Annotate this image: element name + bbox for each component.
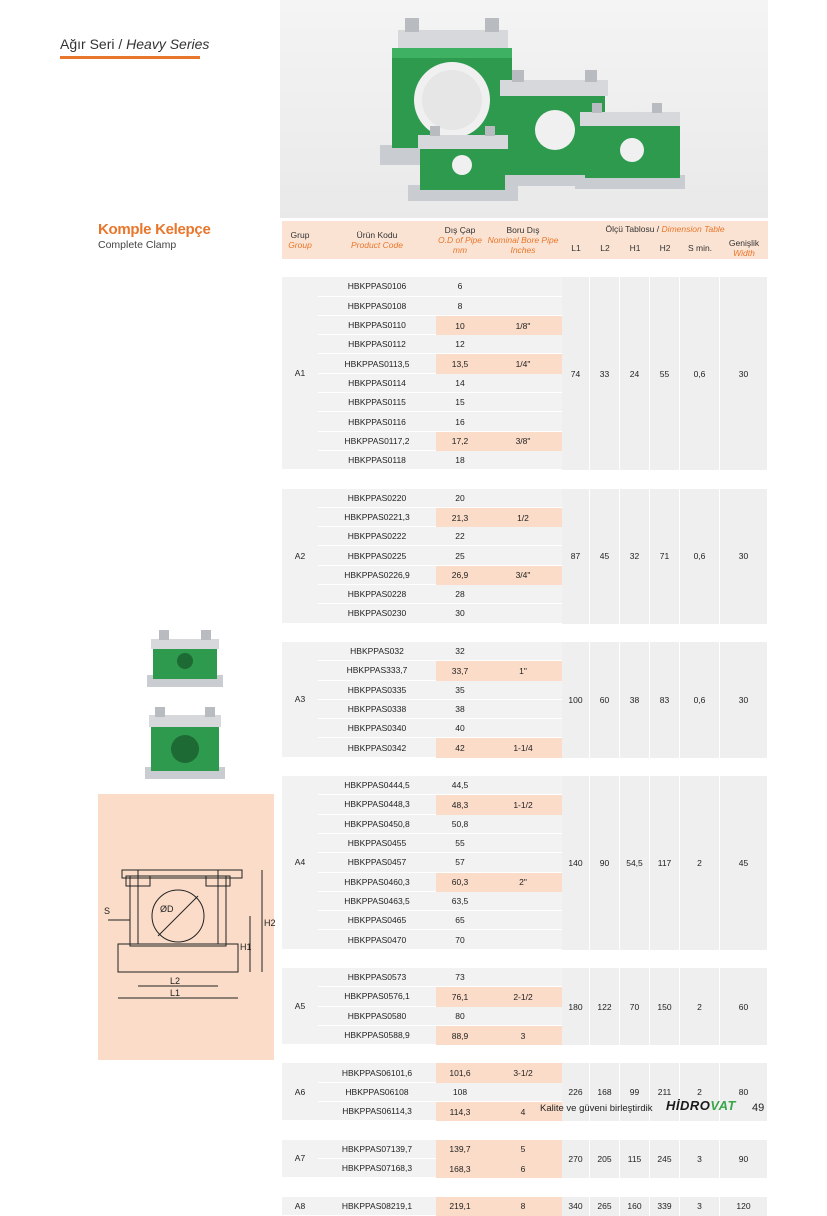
od-cell: 38 bbox=[436, 700, 484, 719]
od-cell: 10 bbox=[436, 316, 484, 335]
l1-cell: 226 bbox=[562, 1063, 590, 1121]
product-code-cell: HBKPPAS0460,3 bbox=[318, 873, 436, 892]
bore-cell bbox=[484, 700, 562, 719]
table-row bbox=[282, 968, 768, 987]
width-cell: 45 bbox=[720, 776, 768, 950]
group-cell: A8 bbox=[282, 1197, 318, 1216]
bore-cell bbox=[484, 546, 562, 565]
smin-cell: 3 bbox=[680, 1140, 720, 1179]
h2-cell: 339 bbox=[650, 1197, 680, 1216]
width-cell: 30 bbox=[720, 277, 768, 470]
h1-cell: 38 bbox=[620, 642, 650, 758]
bore-cell bbox=[484, 719, 562, 738]
product-code-cell: HBKPPAS06101,6 bbox=[318, 1063, 436, 1082]
product-code-cell: HBKPPAS0222 bbox=[318, 527, 436, 546]
product-code-cell: HBKPPAS0228 bbox=[318, 585, 436, 604]
bore-cell: 1" bbox=[484, 661, 562, 680]
product-code-cell: HBKPPAS0335 bbox=[318, 681, 436, 700]
product-code-cell: HBKPPAS06114,3 bbox=[318, 1102, 436, 1121]
bore-cell bbox=[484, 1083, 562, 1102]
separator-cell bbox=[282, 1121, 768, 1139]
od-cell: 168,3 bbox=[436, 1159, 484, 1178]
dim-d: ØD bbox=[160, 904, 174, 914]
group-separator bbox=[282, 758, 768, 776]
separator-cell bbox=[282, 470, 768, 488]
separator-cell bbox=[282, 624, 768, 642]
od-cell: 15 bbox=[436, 393, 484, 412]
smin-cell: 2 bbox=[680, 1063, 720, 1121]
h2-cell: 71 bbox=[650, 489, 680, 624]
th-width-en: Width bbox=[733, 248, 755, 258]
brand-logo bbox=[666, 1098, 736, 1113]
bore-cell bbox=[484, 489, 562, 508]
od-cell: 32 bbox=[436, 642, 484, 661]
separator-cell bbox=[282, 1178, 768, 1196]
product-code-cell: HBKPPAS0115 bbox=[318, 393, 436, 412]
footer-tagline: Kalite ve güveni birleştirdik bbox=[540, 1103, 653, 1114]
th-od-en: O.D of Pipe mm bbox=[438, 235, 482, 255]
od-cell: 60,3 bbox=[436, 873, 484, 892]
group-cell: A2 bbox=[282, 489, 318, 624]
th-dim-tr: Ölçü Tablosu / bbox=[605, 224, 660, 234]
separator-cell bbox=[282, 950, 768, 968]
bore-cell bbox=[484, 776, 562, 795]
product-code-cell: HBKPPAS0576,1 bbox=[318, 987, 436, 1006]
product-code-cell: HBKPPAS0220 bbox=[318, 489, 436, 508]
product-code-cell: HBKPPAS0588,9 bbox=[318, 1026, 436, 1045]
product-code-cell: HBKPPAS0117,2 bbox=[318, 432, 436, 451]
product-code-cell: HBKPPAS0112 bbox=[318, 335, 436, 354]
bore-cell: 3/8" bbox=[484, 432, 562, 451]
product-code-cell: HBKPPAS0230 bbox=[318, 604, 436, 623]
product-code-cell: HBKPPAS0340 bbox=[318, 719, 436, 738]
brand-part-a: HİDRO bbox=[666, 1098, 711, 1113]
product-code-cell: HBKPPAS0106 bbox=[318, 277, 436, 296]
clamp-thumbnail-large bbox=[145, 705, 225, 785]
dim-s: S bbox=[104, 906, 111, 916]
l1-cell: 340 bbox=[562, 1197, 590, 1216]
th-od-tr: Dış Çap bbox=[444, 225, 476, 235]
product-code-cell: HBKPPAS0470 bbox=[318, 930, 436, 949]
bore-cell bbox=[484, 968, 562, 987]
th-bore-tr: Boru Dış bbox=[506, 225, 540, 235]
th-group-tr: Grup bbox=[290, 230, 310, 240]
table-row bbox=[282, 642, 768, 661]
od-cell: 28 bbox=[436, 585, 484, 604]
smin-cell: 2 bbox=[680, 968, 720, 1045]
smin-cell: 0,6 bbox=[680, 642, 720, 758]
bore-cell: 6 bbox=[484, 1159, 562, 1178]
od-cell: 42 bbox=[436, 738, 484, 757]
l1-cell: 100 bbox=[562, 642, 590, 758]
width-cell: 80 bbox=[720, 1063, 768, 1121]
od-cell: 139,7 bbox=[436, 1140, 484, 1159]
th-code-en: Product Code bbox=[351, 240, 403, 250]
bore-cell bbox=[484, 642, 562, 661]
separator-cell bbox=[282, 259, 768, 277]
group-separator bbox=[282, 1045, 768, 1063]
bore-cell bbox=[484, 911, 562, 930]
width-cell: 120 bbox=[720, 1197, 768, 1216]
product-code-cell: HBKPPAS333,7 bbox=[318, 661, 436, 680]
h1-cell: 32 bbox=[620, 489, 650, 624]
product-code-cell: HBKPPAS0113,5 bbox=[318, 354, 436, 373]
group-separator bbox=[282, 1178, 768, 1196]
bore-cell bbox=[484, 451, 562, 470]
th-bore-en: Nominal Bore Pipe Inches bbox=[487, 235, 559, 255]
th-group-en: Group bbox=[288, 240, 312, 250]
product-code-cell: HBKPPAS0450,8 bbox=[318, 815, 436, 834]
product-title: Komple Kelepçe bbox=[98, 221, 211, 238]
th-l2: L2 bbox=[600, 243, 610, 253]
bore-cell bbox=[484, 393, 562, 412]
bore-cell: 3/4" bbox=[484, 566, 562, 585]
bore-cell bbox=[484, 374, 562, 393]
l2-cell: 60 bbox=[590, 642, 620, 758]
group-cell: A1 bbox=[282, 277, 318, 470]
l2-cell: 33 bbox=[590, 277, 620, 470]
th-width-tr: Genişlik bbox=[728, 238, 760, 248]
dimension-drawing bbox=[98, 794, 274, 1060]
l2-cell: 168 bbox=[590, 1063, 620, 1121]
od-cell: 55 bbox=[436, 834, 484, 853]
series-underline bbox=[60, 56, 200, 59]
th-dim-en: Dimension Table bbox=[661, 224, 725, 234]
h1-cell: 70 bbox=[620, 968, 650, 1045]
table-row bbox=[282, 1063, 768, 1082]
l2-cell: 90 bbox=[590, 776, 620, 950]
bore-cell bbox=[484, 527, 562, 546]
product-code-cell: HBKPPAS0338 bbox=[318, 700, 436, 719]
group-separator bbox=[282, 1121, 768, 1139]
product-code-cell: HBKPPAS0573 bbox=[318, 968, 436, 987]
od-cell: 35 bbox=[436, 681, 484, 700]
od-cell: 8 bbox=[436, 297, 484, 316]
dim-h1: H1 bbox=[240, 942, 252, 952]
product-code-cell: HBKPPAS0225 bbox=[318, 546, 436, 565]
od-cell: 63,5 bbox=[436, 892, 484, 911]
product-code-cell: HBKPPAS0457 bbox=[318, 853, 436, 872]
bore-cell bbox=[484, 585, 562, 604]
table-row bbox=[282, 277, 768, 296]
product-code-cell: HBKPPAS0342 bbox=[318, 738, 436, 757]
bore-cell: 3 bbox=[484, 1026, 562, 1045]
od-cell: 25 bbox=[436, 546, 484, 565]
od-cell: 6 bbox=[436, 277, 484, 296]
product-code-cell: HBKPPAS0116 bbox=[318, 412, 436, 431]
h2-cell: 55 bbox=[650, 277, 680, 470]
dimension-table-body bbox=[282, 259, 768, 1216]
od-cell: 30 bbox=[436, 604, 484, 623]
od-cell: 76,1 bbox=[436, 987, 484, 1006]
smin-cell: 2 bbox=[680, 776, 720, 950]
group-separator bbox=[282, 624, 768, 642]
l1-cell: 270 bbox=[562, 1140, 590, 1179]
bore-cell bbox=[484, 277, 562, 296]
od-cell: 101,6 bbox=[436, 1063, 484, 1082]
product-code-cell: HBKPPAS0463,5 bbox=[318, 892, 436, 911]
group-separator bbox=[282, 470, 768, 488]
l2-cell: 265 bbox=[590, 1197, 620, 1216]
width-cell: 90 bbox=[720, 1140, 768, 1179]
product-code-cell: HBKPPAS032 bbox=[318, 642, 436, 661]
h1-cell: 115 bbox=[620, 1140, 650, 1179]
product-code-cell: HBKPPAS0448,3 bbox=[318, 795, 436, 814]
bore-cell bbox=[484, 335, 562, 354]
product-code-cell: HBKPPAS0580 bbox=[318, 1007, 436, 1026]
od-cell: 88,9 bbox=[436, 1026, 484, 1045]
th-code-tr: Ürün Kodu bbox=[356, 230, 398, 240]
brand-part-b: VAT bbox=[710, 1098, 736, 1113]
od-cell: 12 bbox=[436, 335, 484, 354]
h2-cell: 150 bbox=[650, 968, 680, 1045]
th-group bbox=[282, 221, 318, 259]
od-cell: 50,8 bbox=[436, 815, 484, 834]
od-cell: 108 bbox=[436, 1083, 484, 1102]
product-code-cell: HBKPPAS0118 bbox=[318, 451, 436, 470]
product-code-cell: HBKPPAS08219,1 bbox=[318, 1197, 436, 1216]
bore-cell: 1/8" bbox=[484, 316, 562, 335]
bore-cell: 1/2 bbox=[484, 508, 562, 527]
l2-cell: 205 bbox=[590, 1140, 620, 1179]
bore-cell: 4 bbox=[484, 1102, 562, 1121]
product-code-cell: HBKPPAS06108 bbox=[318, 1083, 436, 1102]
separator-cell bbox=[282, 1045, 768, 1063]
separator-cell bbox=[282, 758, 768, 776]
th-code bbox=[318, 221, 436, 259]
table-row bbox=[282, 489, 768, 508]
page-number: 49 bbox=[752, 1102, 765, 1114]
width-cell: 30 bbox=[720, 642, 768, 758]
th-width bbox=[720, 237, 768, 259]
bore-cell: 1-1/2 bbox=[484, 795, 562, 814]
bore-cell bbox=[484, 1007, 562, 1026]
th-od bbox=[436, 221, 484, 259]
od-cell: 44,5 bbox=[436, 776, 484, 795]
bore-cell: 5 bbox=[484, 1140, 562, 1159]
bore-cell: 2" bbox=[484, 873, 562, 892]
product-code-cell: HBKPPAS0226,9 bbox=[318, 566, 436, 585]
h2-cell: 83 bbox=[650, 642, 680, 758]
group-cell: A5 bbox=[282, 968, 318, 1045]
od-cell: 80 bbox=[436, 1007, 484, 1026]
od-cell: 65 bbox=[436, 911, 484, 930]
bore-cell bbox=[484, 834, 562, 853]
od-cell: 20 bbox=[436, 489, 484, 508]
bore-cell: 1/4" bbox=[484, 354, 562, 373]
group-cell: A7 bbox=[282, 1140, 318, 1179]
product-code-cell: HBKPPAS0444,5 bbox=[318, 776, 436, 795]
product-code-cell: HBKPPAS0110 bbox=[318, 316, 436, 335]
l1-cell: 74 bbox=[562, 277, 590, 470]
od-cell: 40 bbox=[436, 719, 484, 738]
l1-cell: 180 bbox=[562, 968, 590, 1045]
bore-cell: 3-1/2 bbox=[484, 1063, 562, 1082]
od-cell: 33,7 bbox=[436, 661, 484, 680]
od-cell: 22 bbox=[436, 527, 484, 546]
bore-cell bbox=[484, 930, 562, 949]
product-code-cell: HBKPPAS0221,3 bbox=[318, 508, 436, 527]
table-row bbox=[282, 776, 768, 795]
od-cell: 219,1 bbox=[436, 1197, 484, 1216]
bore-cell: 2-1/2 bbox=[484, 987, 562, 1006]
od-cell: 16 bbox=[436, 412, 484, 431]
width-cell: 30 bbox=[720, 489, 768, 624]
l1-cell: 87 bbox=[562, 489, 590, 624]
od-cell: 17,2 bbox=[436, 432, 484, 451]
dim-l1: L1 bbox=[170, 988, 181, 998]
bore-cell bbox=[484, 297, 562, 316]
group-separator bbox=[282, 259, 768, 277]
h2-cell: 117 bbox=[650, 776, 680, 950]
dim-h2: H2 bbox=[264, 918, 276, 928]
series-en: Heavy Series bbox=[126, 36, 210, 52]
h1-cell: 99 bbox=[620, 1063, 650, 1121]
h2-cell: 211 bbox=[650, 1063, 680, 1121]
th-h2: H2 bbox=[659, 243, 671, 253]
bore-cell bbox=[484, 681, 562, 700]
bore-cell bbox=[484, 815, 562, 834]
th-l1: L1 bbox=[571, 243, 581, 253]
group-cell: A3 bbox=[282, 642, 318, 758]
group-cell: A4 bbox=[282, 776, 318, 950]
smin-cell: 0,6 bbox=[680, 489, 720, 624]
l2-cell: 45 bbox=[590, 489, 620, 624]
od-cell: 18 bbox=[436, 451, 484, 470]
h2-cell: 245 bbox=[650, 1140, 680, 1179]
product-code-cell: HBKPPAS0108 bbox=[318, 297, 436, 316]
od-cell: 57 bbox=[436, 853, 484, 872]
th-h1: H1 bbox=[629, 243, 641, 253]
l1-cell: 140 bbox=[562, 776, 590, 950]
bore-cell bbox=[484, 853, 562, 872]
bore-cell: 8 bbox=[484, 1197, 562, 1216]
bore-cell bbox=[484, 892, 562, 911]
group-separator bbox=[282, 950, 768, 968]
od-cell: 21,3 bbox=[436, 508, 484, 527]
product-subtitle: Complete Clamp bbox=[98, 239, 177, 251]
od-cell: 114,3 bbox=[436, 1102, 484, 1121]
l2-cell: 122 bbox=[590, 968, 620, 1045]
smin-cell: 3 bbox=[680, 1197, 720, 1216]
th-dimension-table bbox=[562, 221, 768, 237]
th-bore bbox=[484, 221, 562, 259]
smin-cell: 0,6 bbox=[680, 277, 720, 470]
series-tr: Ağır Seri / bbox=[60, 36, 123, 52]
product-code-cell: HBKPPAS07139,7 bbox=[318, 1140, 436, 1159]
product-code-cell: HBKPPAS0114 bbox=[318, 374, 436, 393]
od-cell: 48,3 bbox=[436, 795, 484, 814]
bore-cell bbox=[484, 412, 562, 431]
width-cell: 60 bbox=[720, 968, 768, 1045]
od-cell: 70 bbox=[436, 930, 484, 949]
od-cell: 73 bbox=[436, 968, 484, 987]
dim-l2: L2 bbox=[170, 976, 181, 986]
dimension-table bbox=[282, 221, 768, 1216]
h1-cell: 160 bbox=[620, 1197, 650, 1216]
bore-cell: 1-1/4 bbox=[484, 738, 562, 757]
clamp-thumbnail-small bbox=[145, 625, 225, 695]
od-cell: 13,5 bbox=[436, 354, 484, 373]
group-cell: A6 bbox=[282, 1063, 318, 1121]
series-label bbox=[60, 36, 209, 52]
product-code-cell: HBKPPAS0455 bbox=[318, 834, 436, 853]
product-code-cell: HBKPPAS07168,3 bbox=[318, 1159, 436, 1178]
h1-cell: 54,5 bbox=[620, 776, 650, 950]
h1-cell: 24 bbox=[620, 277, 650, 470]
bore-cell bbox=[484, 604, 562, 623]
od-cell: 14 bbox=[436, 374, 484, 393]
product-code-cell: HBKPPAS0465 bbox=[318, 911, 436, 930]
hero-product-photo bbox=[280, 0, 768, 218]
od-cell: 26,9 bbox=[436, 566, 484, 585]
clamps-illustration bbox=[280, 0, 768, 218]
table-row bbox=[282, 1197, 768, 1216]
th-smin: S min. bbox=[687, 243, 713, 253]
table-row bbox=[282, 1140, 768, 1159]
